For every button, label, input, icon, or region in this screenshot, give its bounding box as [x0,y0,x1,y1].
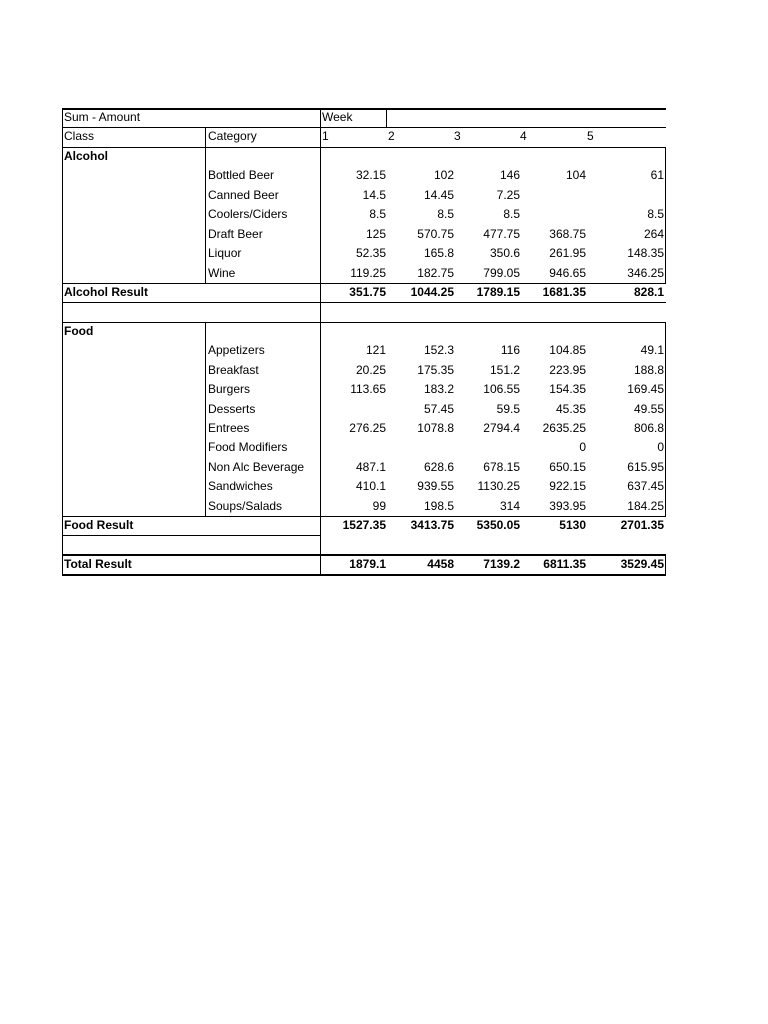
value-cell: 154.35 [549,382,586,397]
result-value: 5350.05 [476,518,520,533]
value-cell: 2794.4 [483,421,520,435]
week-4-header: 4 [520,129,527,144]
week-2-header: 2 [388,129,395,144]
value-cell: 570.75 [417,226,454,241]
spacer-row [62,302,666,321]
value-cell: 119.25 [350,265,386,280]
grid-line [62,574,666,576]
grid-line [62,108,63,575]
total-value: 1879.1 [349,557,386,572]
week-5-header: 5 [587,129,594,144]
value-cell: 8.5 [369,207,386,222]
grid-line [665,147,666,283]
value-cell: 169.45 [627,382,664,397]
value-cell: 350.6 [489,246,520,261]
grid-line [665,554,666,574]
grid-line [320,108,321,575]
class-column-header: Class [64,129,95,144]
group-row-alcohol [62,147,666,166]
value-cell: 628.6 [423,459,454,474]
table-row [62,264,666,283]
value-cell: 410.1 [355,479,386,494]
value-cell: 806.8 [633,421,664,435]
value-cell: 175.35 [417,362,454,377]
grid-line [386,108,387,127]
group-label: Alcohol [64,148,108,163]
value-cell: 0 [579,440,586,455]
value-cell: 8.5 [647,207,664,222]
grid-line [62,535,320,536]
grid-line [62,516,666,517]
value-cell: 939.55 [417,479,454,494]
group-label: Food [64,323,94,338]
week-3-header: 3 [454,129,461,144]
category-cell: Entrees [208,421,250,435]
table-row [62,458,666,477]
table-row [62,225,666,244]
result-value: 1527.35 [342,518,386,533]
result-label: Food Result [64,518,134,533]
value-cell: 223.95 [549,362,586,377]
value-cell: 121 [365,343,386,358]
result-label: Alcohol Result [64,284,149,299]
table-row [62,400,666,419]
value-cell: 113.65 [350,382,386,397]
result-value: 1044.25 [410,284,454,299]
table-row [62,477,666,496]
category-cell: Bottled Beer [208,168,275,183]
value-cell: 946.65 [549,265,586,280]
total-row [62,555,666,574]
value-cell: 1130.25 [477,479,520,494]
category-cell: Coolers/Ciders [208,207,288,222]
category-column-header: Category [208,129,257,144]
value-cell: 104 [565,168,586,183]
value-cell: 0 [657,440,664,455]
category-cell: Desserts [208,401,256,416]
value-cell: 198.5 [423,498,454,513]
result-value: 3413.75 [410,518,454,533]
value-cell: 49.55 [633,401,664,416]
grid-line [205,147,206,283]
value-cell: 261.95 [549,246,586,261]
grid-line [62,554,666,556]
pivot-table [62,108,666,575]
result-value: 2701.35 [620,518,664,533]
table-row [62,438,666,457]
category-cell: Non Alc Beverage [208,459,305,474]
category-cell: Draft Beer [208,226,263,241]
value-cell: 116 [500,343,520,358]
value-cell: 32.15 [355,168,386,183]
result-value: 351.75 [349,284,386,299]
table-row [62,361,666,380]
value-cell: 102 [433,168,454,183]
week-label: Week [322,110,353,124]
grid-line [62,147,666,148]
value-cell: 125 [365,226,386,241]
value-cell: 148.35 [627,246,664,261]
result-value: 5130 [559,518,586,533]
category-cell: Soups/Salads [208,498,283,513]
category-cell: Food Modifiers [208,440,288,455]
value-cell: 393.95 [549,498,586,513]
value-cell: 188.8 [633,362,664,377]
header-row-columns [62,127,666,146]
result-row-alcohol [62,283,666,302]
grid-line [62,283,666,284]
value-cell: 276.25 [349,421,386,435]
category-cell: Sandwiches [208,479,273,494]
category-cell: Appetizers [208,343,265,358]
table-row [62,166,666,185]
grid-line [205,127,206,147]
value-cell: 8.5 [437,207,454,222]
result-value: 1789.15 [476,284,520,299]
grid-line [62,302,666,303]
value-cell: 165.8 [423,246,454,261]
value-cell: 368.75 [549,226,586,241]
value-cell: 61 [650,168,664,183]
value-cell: 99 [372,498,386,513]
week-1-header: 1 [322,129,329,144]
value-cell: 264 [643,226,664,241]
table-row [62,380,666,399]
table-row [62,244,666,263]
result-row-food [62,516,666,535]
total-value: 7139.2 [483,557,520,572]
value-cell: 106.55 [483,382,520,397]
total-value: 4458 [427,557,454,572]
value-cell: 8.5 [503,207,520,222]
spacer-row [62,536,666,555]
table-row [62,419,666,438]
grid-line [665,322,666,516]
value-cell: 615.95 [627,459,664,474]
category-cell: Breakfast [208,362,259,377]
value-cell: 49.1 [640,343,664,358]
value-cell: 678.15 [483,459,520,474]
value-cell: 2635.25 [542,421,586,435]
value-cell: 184.25 [627,498,664,513]
category-cell: Burgers [208,382,251,397]
value-cell: 922.15 [549,479,586,494]
table-row [62,186,666,205]
value-cell: 14.45 [423,187,454,202]
category-cell: Liquor [208,246,242,261]
value-cell: 637.45 [627,479,664,494]
value-cell: 799.05 [483,265,520,280]
sum-amount-label: Sum - Amount [64,110,141,124]
value-cell: 183.2 [423,382,454,397]
value-cell: 146 [499,168,520,183]
value-cell: 57.45 [423,401,454,416]
group-row-food [62,322,666,341]
value-cell: 20.25 [355,362,386,377]
value-cell: 59.5 [496,401,520,416]
total-value: 3529.45 [620,557,664,572]
value-cell: 45.35 [555,401,586,416]
result-value: 1681.35 [542,284,586,299]
table-row [62,205,666,224]
value-cell: 104.85 [549,343,586,358]
total-value: 6811.35 [543,557,586,572]
value-cell: 346.25 [627,265,664,280]
value-cell: 477.75 [483,226,520,241]
value-cell: 7.25 [496,187,520,202]
value-cell: 1078.8 [417,421,454,435]
value-cell: 14.5 [362,187,386,202]
grid-line [62,108,666,110]
total-label: Total Result [64,557,132,572]
value-cell: 650.15 [549,459,586,474]
value-cell: 152.3 [423,343,454,358]
table-row [62,497,666,516]
grid-line [205,322,206,516]
table-row [62,341,666,360]
result-value: 828.1 [633,284,664,299]
category-cell: Canned Beer [208,187,279,202]
value-cell: 314 [499,498,520,513]
category-cell: Wine [208,265,236,280]
value-cell: 182.75 [417,265,454,280]
value-cell: 52.35 [355,246,386,261]
grid-line [62,322,666,323]
value-cell: 151.2 [489,362,520,377]
header-row-sum [62,108,666,127]
grid-line [62,127,666,128]
value-cell: 487.1 [355,459,386,474]
